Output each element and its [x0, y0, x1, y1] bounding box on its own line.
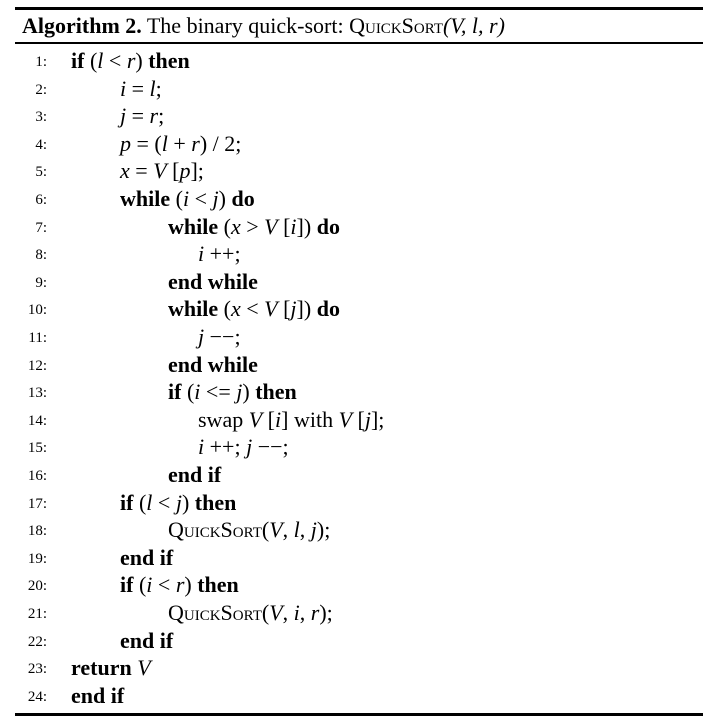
- code-line: [0, 213, 716, 241]
- code-text: end if: [168, 462, 222, 487]
- code-line: [0, 516, 716, 544]
- code-text: i ++;: [198, 241, 241, 267]
- code-line: [0, 406, 716, 434]
- line-number: 18:: [27, 523, 47, 540]
- code-line: [0, 130, 716, 158]
- line-number: 2:: [35, 81, 47, 98]
- line-number: 15:: [27, 440, 47, 457]
- line-number: 21:: [27, 606, 47, 622]
- line-number: 24:: [27, 688, 47, 705]
- code-line: [0, 627, 716, 655]
- line-number: 10:: [27, 302, 47, 319]
- code-line: [0, 185, 716, 213]
- code-text: end while: [168, 351, 258, 377]
- code-text: end if: [71, 682, 125, 708]
- bottom-rule: [15, 713, 703, 716]
- line-number: 6:: [35, 192, 47, 208]
- code-line: [0, 47, 716, 75]
- code-line: [0, 682, 716, 710]
- code-text: QuickSort(V, l, j);: [168, 517, 331, 543]
- line-number: 19:: [27, 550, 47, 567]
- caption-label: Algorithm 2.: [22, 13, 142, 38]
- code-text: return V: [71, 655, 151, 681]
- caption-arguments: (V, l, r): [442, 13, 505, 38]
- code-line: [0, 378, 716, 406]
- code-text: while (i < j) do: [120, 186, 255, 211]
- code-line: [0, 240, 716, 268]
- line-number: 17:: [27, 495, 47, 512]
- line-number: 7:: [35, 219, 47, 236]
- caption-description: The binary quick-sort:: [141, 13, 350, 38]
- code-text: i ++; j −−;: [198, 434, 289, 460]
- code-text: while (x < V [j]) do: [168, 296, 340, 322]
- code-text: if (i < r) then: [120, 572, 239, 598]
- line-number: 12:: [27, 357, 47, 374]
- code-text: if (l < j) then: [120, 489, 237, 515]
- caption-rule: [15, 42, 703, 44]
- code-text: x = V [p];: [120, 158, 204, 184]
- line-number: 14:: [27, 412, 47, 429]
- line-number: 11:: [28, 330, 47, 346]
- algorithm-caption: [22, 11, 505, 41]
- code-text: swap V [i] with V [j];: [198, 406, 385, 432]
- code-text: if (l < r) then: [71, 48, 190, 73]
- line-number: 1:: [35, 54, 47, 70]
- code-line: [0, 433, 716, 461]
- code-text: if (i <= j) then: [168, 379, 297, 405]
- line-number: 4:: [35, 136, 47, 153]
- line-number: 22:: [27, 633, 47, 650]
- code-text: QuickSort(V, i, r);: [168, 600, 333, 625]
- code-line: [0, 102, 716, 130]
- line-number: 20:: [27, 578, 47, 595]
- code-line: [0, 323, 716, 351]
- code-text: j −−;: [198, 324, 241, 349]
- code-text: while (x > V [i]) do: [168, 213, 340, 239]
- code-line: [0, 599, 716, 627]
- code-line: [0, 544, 716, 572]
- line-number: 13:: [27, 385, 47, 402]
- code-line: [0, 571, 716, 599]
- caption-procedure-name: QuickSort: [349, 13, 443, 38]
- line-number: 23:: [27, 661, 47, 678]
- code-line: [0, 75, 716, 103]
- code-text: end while: [168, 268, 258, 294]
- code-text: end if: [120, 627, 174, 653]
- code-line: [0, 351, 716, 379]
- code-line: [0, 157, 716, 185]
- top-rule: [15, 7, 703, 10]
- line-number: 9:: [35, 274, 47, 291]
- line-number: 5:: [35, 164, 47, 181]
- code-line: [0, 654, 716, 682]
- line-number: 8:: [35, 247, 47, 264]
- line-number: 3:: [35, 109, 47, 126]
- code-text: j = r;: [120, 103, 165, 129]
- code-line: [0, 461, 716, 489]
- code-line: [0, 268, 716, 296]
- line-number: 16:: [27, 468, 47, 484]
- code-line: [0, 295, 716, 323]
- code-text: i = l;: [120, 75, 162, 101]
- code-line: [0, 489, 716, 517]
- code-text: p = (l + r) / 2;: [120, 130, 242, 156]
- code-text: end if: [120, 544, 174, 570]
